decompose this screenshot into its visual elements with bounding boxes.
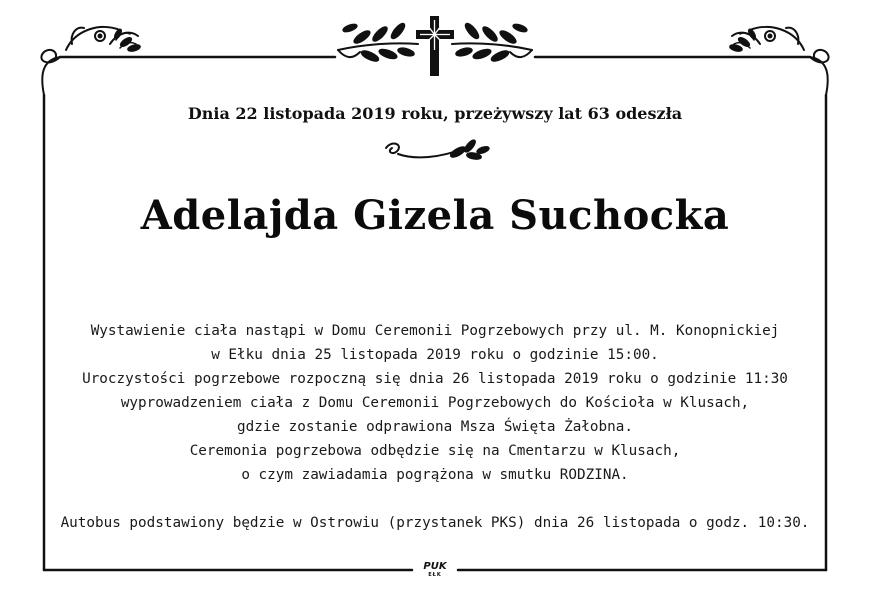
logo-sub-text: EŁK (428, 572, 442, 578)
body-line: gdzie zostanie odprawiona Msza Święta Żałobna. (237, 419, 633, 435)
body-line: w Ełku dnia 25 listopada 2019 roku o godzinie 15:00. (211, 347, 659, 363)
body-line: o czym zawiadamia pogrążona w smutku RODZINA. (241, 467, 629, 483)
deceased-name: Adelajda Gizela Suchocka (140, 192, 730, 239)
cross-icon (416, 16, 454, 76)
ceremony-details (40, 319, 830, 487)
intro-line: Dnia 22 listopada 2019 roku, przeżywszy lat 63 odeszła (187, 104, 683, 123)
body-line: Ceremonia pogrzebowa odbędzie się na Cmentarzu w Klusach, (189, 443, 681, 459)
corner-ornament-right-icon (730, 27, 829, 95)
logo-main-text: PUK (423, 561, 447, 572)
bus-info: Autobus podstawiony będzie w Ostrowiu (przystanek PKS) dnia 26 listopada o godz. 10:30. (60, 515, 810, 531)
flourish-icon (386, 139, 489, 160)
corner-ornament-left-icon (41, 27, 140, 95)
laurel-right-icon (452, 22, 532, 63)
body-line: Uroczystości pogrzebowe rozpoczną się dnia 26 listopada 2019 roku o godzinie 11:30 (82, 371, 788, 387)
body-line: Wystawienie ciała nastąpi w Domu Ceremonii Pogrzebowych przy ul. M. Konopnickiej (90, 323, 780, 339)
puk-logo (416, 561, 454, 583)
laurel-left-icon (338, 22, 418, 63)
body-line: wyprowadzeniem ciała z Domu Ceremonii Pogrzebowych do Kościoła w Klusach, (120, 395, 750, 411)
